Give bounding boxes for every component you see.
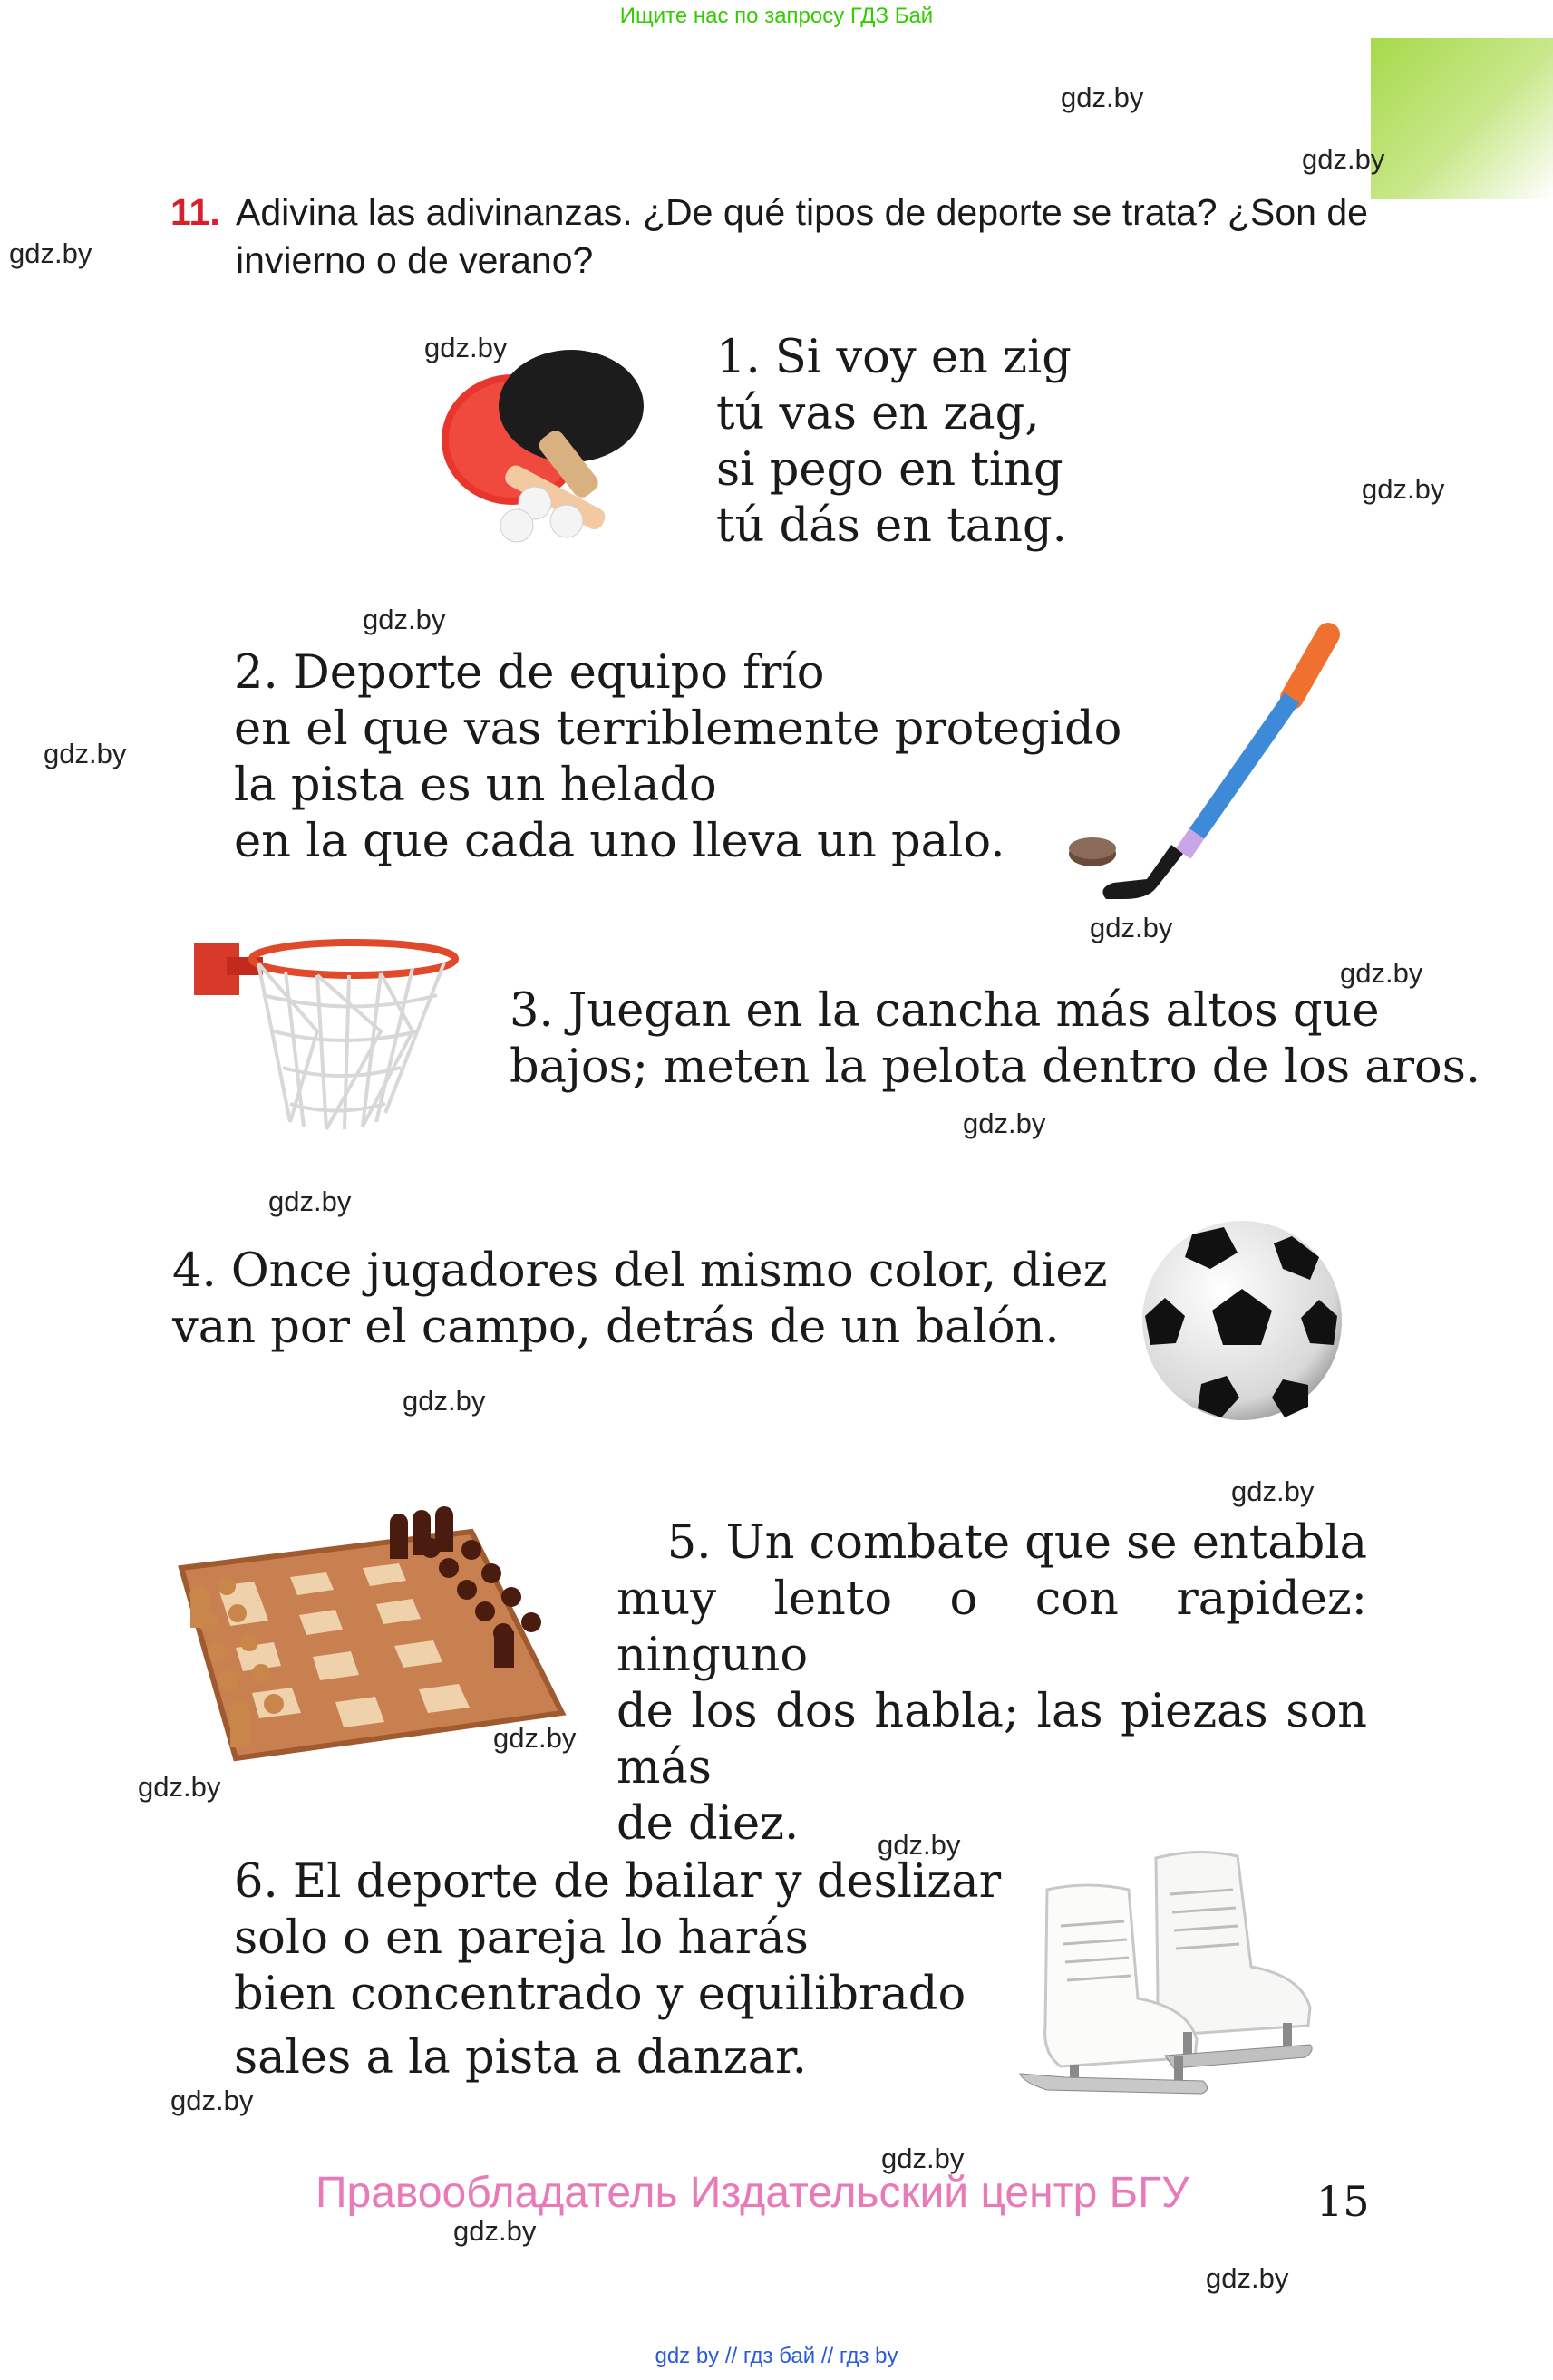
riddle-line: 5. Un combate que se entabla: [666, 1516, 1367, 1570]
riddle-line: solo o en pareja lo harás: [234, 1911, 809, 1965]
basketball-hoop-image: [190, 932, 462, 1149]
watermark: gdz.by: [363, 604, 446, 635]
watermark: gdz.by: [170, 2085, 254, 2116]
ping-pong-paddles-image: [426, 344, 653, 544]
watermark: gdz.by: [1061, 82, 1144, 113]
watermark: gdz.by: [453, 2215, 537, 2247]
riddle-line: en el que vas terriblemente protegido: [234, 702, 1122, 756]
watermark: gdz.by: [1302, 143, 1385, 175]
task-number: 11.: [170, 191, 220, 233]
riddle-6: [234, 1854, 1001, 2086]
watermark: gdz.by: [878, 1829, 961, 1861]
riddle-line: bien concentrado y equilibrado: [234, 1968, 966, 2021]
riddle-line: de los dos habla; las piezas son más: [616, 1685, 1367, 1795]
riddle-1: [716, 330, 1072, 555]
watermark: gdz.by: [1362, 473, 1445, 505]
riddle-line: 4. Once jugadores del mismo color, diez: [172, 1244, 1108, 1298]
corner-decoration: [1371, 38, 1553, 199]
copyright-text: Правообладатель Издательский центр БГУ: [315, 2169, 1189, 2217]
watermark: gdz.by: [268, 1185, 352, 1217]
riddle-3: [510, 983, 1481, 1096]
watermark: gdz.by: [1340, 957, 1423, 989]
riddle-4: [172, 1243, 1107, 1356]
watermark: gdz.by: [138, 1771, 221, 1803]
riddle-line: de diez.: [616, 1797, 800, 1851]
riddle-line: si pego en ting: [716, 443, 1063, 497]
watermark: gdz.by: [44, 738, 127, 769]
riddle-line: 1. Si voy en zig: [716, 331, 1072, 384]
top-banner[interactable]: Ищите нас по запросу ГДЗ Бай: [619, 4, 934, 28]
watermark: gdz.by: [1206, 2262, 1289, 2294]
riddle-line: van por el campo, detrás de un balón.: [172, 1301, 1060, 1354]
riddle-line: muy lento o con rapidez: ninguno: [616, 1572, 1367, 1682]
soccer-ball-image: [1138, 1216, 1346, 1425]
task-text: Adivina las adivinanzas. ¿De qué tipos de deporte se trata? ¿Son de invierno o de verano?: [236, 191, 1368, 281]
riddle-5: [616, 1515, 1367, 1853]
riddle-line: la pista es un helado: [234, 759, 717, 812]
riddle-line: 6. El deporte de bailar y deslizar: [234, 1855, 1002, 1909]
riddle-line: tú vas en zag,: [716, 387, 1040, 440]
watermark: gdz.by: [1090, 912, 1173, 943]
riddle-line: en la que cada uno lleva un palo.: [234, 815, 1005, 868]
page-number: 15: [1316, 2177, 1370, 2226]
watermark: gdz.by: [881, 2143, 965, 2174]
watermark: gdz.by: [493, 1722, 577, 1754]
riddle-line: tú dás en tang.: [716, 499, 1067, 553]
riddle-line: sales a la pista a danzar.: [234, 2031, 808, 2085]
riddle-line: 3. Juegan en la cancha más altos que: [510, 984, 1380, 1038]
bottom-banner[interactable]: gdz by // гдз бай // гдз by: [655, 2344, 898, 2368]
watermark: gdz.by: [9, 237, 92, 269]
riddle-line: bajos; meten la pelota dentro de los aros.: [510, 1040, 1481, 1094]
watermark: gdz.by: [424, 332, 508, 363]
riddle-line: 2. Deporte de equipo frío: [234, 646, 825, 700]
hockey-stick-image: [1061, 616, 1351, 915]
watermark: gdz.by: [963, 1108, 1046, 1139]
riddle-2: [234, 645, 1121, 870]
watermark: gdz.by: [403, 1385, 486, 1417]
chessboard-image: [172, 1495, 571, 1767]
figure-skates-image: [1011, 1840, 1319, 2112]
watermark: gdz.by: [1231, 1475, 1315, 1507]
